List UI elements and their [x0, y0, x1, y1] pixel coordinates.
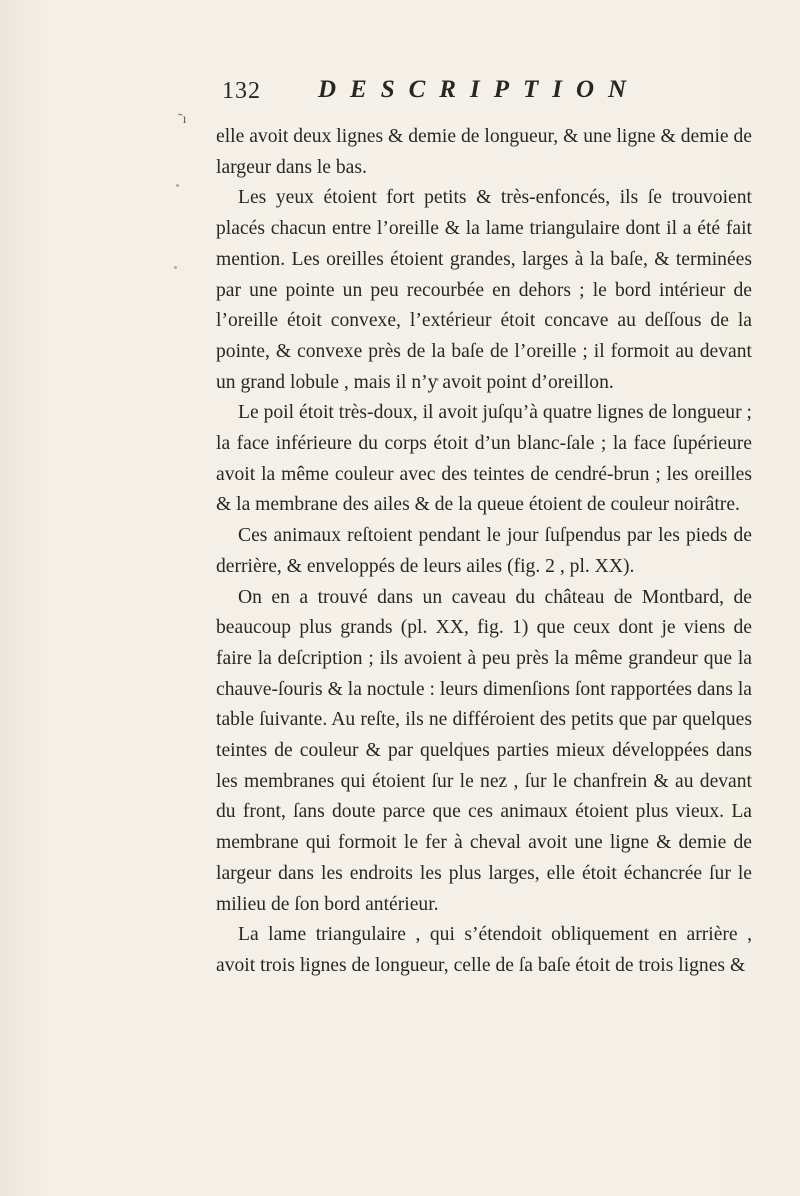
body-text: [216, 122, 752, 982]
paragraph: On en a trouvé dans un caveau du château de Montbard, de beaucoup plus grands (pl. XX, fig. 1) que ceux dont je viens de faire la deſcription ; ils avoient à peu près la même grandeur que la chauve-ſouris & la noctule : leurs dimenſions ſont rapportées dans la table ſuivante. Au reſte, ils ne différoient des petits que par quelques teintes de couleur & par quelques parties mieux développées dans les membranes qui étoient ſur le nez , ſur le chanfrein & au devant du front, ſans doute parce que ces animaux étoient plus vieux. La membrane qui formoit le fer à cheval avoit une ligne & demie de largeur dans les endroits les plus larges, elle étoit échancrée ſur le milieu de ſon bord antérieur.: [216, 586, 752, 915]
paragraph: La lame triangulaire , qui s’étendoit obliquement en arrière , avoit trois lignes de longueur, celle de ſa baſe étoit de trois lignes &: [216, 924, 752, 976]
page-speck: [176, 184, 179, 187]
running-title: DESCRIPTION: [318, 76, 641, 103]
paragraph: Ces animaux reſtoient pendant le jour ſuſpendus par les pieds de derrière, & enveloppés de leurs ailes (fig. 2 , pl. XX).: [216, 525, 752, 577]
paragraph: Le poil étoit très-doux, il avoit juſqu’à quatre lignes de longueur ; la face inférieure du corps étoit d’un blanc-ſale ; la face ſupérieure avoit la même couleur avec des teintes de cendré-brun ; les oreilles & la membrane des ailes & de la queue étoient de couleur noirâtre.: [216, 402, 752, 516]
margin-mark: ˜ı: [178, 112, 187, 127]
page-number: 132: [222, 78, 261, 104]
paragraph: elle avoit deux lignes & demie de longueur, & une ligne & demie de largeur dans le bas.: [216, 126, 752, 178]
paragraph: Les yeux étoient fort petits & très-enfoncés, ils ſe trouvoient placés chacun entre l’oreille & la lame triangulaire dont il a été fait mention. Les oreilles étoient grandes, larges à la baſe, & terminées par une pointe un peu recourbée en dehors ; le bord intérieur de l’oreille étoit convexe, l’extérieur étoit concave au deſſous de la pointe, & convexe près de la baſe de l’oreille ; il formoit au devant un grand lobule , mais il n’y avoit point d’oreillon.: [216, 187, 752, 393]
page-speck: [174, 266, 177, 269]
page-header: [222, 78, 642, 114]
